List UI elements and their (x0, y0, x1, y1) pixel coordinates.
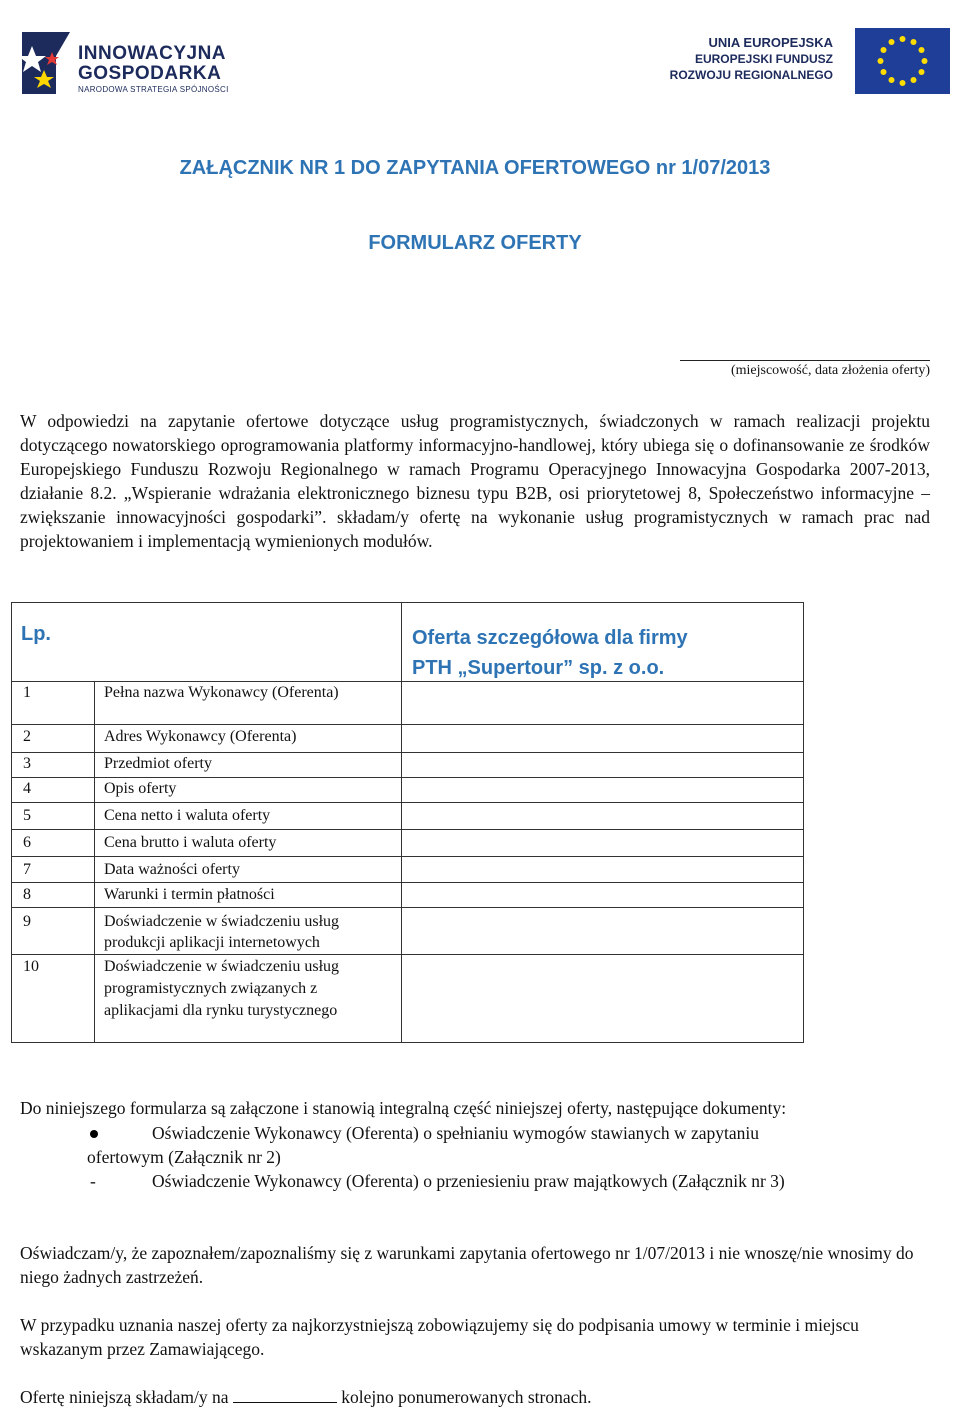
attachments-intro: Do niniejszego formularza są załączone i stanowią integralną część niniejszej oferty, następujące dokumenty: (20, 1098, 787, 1118)
row-10-label-line3: aplikacjami dla rynku turystycznego (104, 1002, 338, 1019)
attachment-1-line2: ofertowym (Załącznik nr 2) (87, 1147, 281, 1167)
row-1-num: 1 (23, 684, 31, 701)
intro-paragraph: W odpowiedzi na zapytanie ofertowe dotyczące usług programistycznych, świadczonych w ramach realizacji projektu dotyczącego nowatorskiego oprogramowania platformy informacyjno-handlowej, który ubiega się o dofinansowanie ze środków Europejskiego Funduszu Rozwoju Regionalnego w ramach Programu Operacyjnego Innowacyjna Gospodarka 2007-2013, działanie 8.2. „Wspieranie wdrażania elektronicznego biznesu typu B2B, osi priorytetowej 8, Społeczeństwo informacyjne – zwiększanie innowacyjności gospodarki”. składam/y ofertę na wykonanie usług programistycznych w ramach prac nad projektowaniem i implementacją wymienionych modułów. (20, 411, 930, 551)
row-10-label-line2: programistycznych związanych z (104, 980, 318, 997)
signature-line (680, 360, 930, 361)
statement-2: W przypadku uznania naszej oferty za najkorzystniejszą zobowiązujemy się do podpisania umowy w terminie i miejscu wskazanym przez Zamawiającego. (20, 1315, 859, 1359)
row-9-label-line2: produkcji aplikacji internetowych (104, 934, 320, 951)
ig-emblem-icon (18, 26, 80, 102)
row-9-num: 9 (23, 913, 31, 930)
row-1-label: Pełna nazwa Wykonawcy (Oferenta) (104, 684, 339, 701)
offer-table (11, 602, 804, 1043)
attachment-2: Oświadczenie Wykonawcy (Oferenta) o przeniesieniu praw majątkowych (Załącznik nr 3) (152, 1171, 785, 1191)
row-2-num: 2 (23, 728, 31, 745)
eu-flag-icon (855, 28, 950, 94)
row-3-label: Przedmiot oferty (104, 755, 212, 772)
row-6-label: Cena brutto i waluta oferty (104, 834, 277, 851)
attachment-1-line1: Oświadczenie Wykonawcy (Oferenta) o spełnianiu wymogów stawianych w zapytaniu (152, 1123, 760, 1143)
row-10-num: 10 (23, 958, 39, 975)
row-2-label: Adres Wykonawcy (Oferenta) (104, 728, 297, 745)
header-offer-line2: PTH „Supertour” sp. z o.o. (412, 657, 665, 679)
page-count-blank[interactable] (233, 1386, 337, 1403)
header-offer-line1: Oferta szczegółowa dla firmy (412, 627, 688, 649)
attachment-2-marker: - (90, 1171, 96, 1191)
logo-left-line2: GOSPODARKA (78, 63, 222, 84)
row-7-label: Data ważności oferty (104, 861, 240, 878)
statement-1: Oświadczam/y, że zapoznałem/zapoznaliśmy się z warunkami zapytania ofertowego nr 1/07/2013 i nie wnoszę/nie wnosimy do niego żadnych zastrzeżeń. (20, 1243, 914, 1287)
row-3-num: 3 (23, 755, 31, 772)
header-lp: Lp. (21, 623, 51, 645)
logo-left-line3: NARODOWA STRATEGIA SPÓJNOŚCI (78, 85, 229, 94)
row-6-num: 6 (23, 834, 31, 851)
row-4-num: 4 (23, 780, 31, 797)
row-8-label: Warunki i termin płatności (104, 886, 275, 903)
row-9-label-line1: Doświadczenie w świadczeniu usług (104, 913, 340, 930)
logo-right-line2: EUROPEJSKI FUNDUSZ (694, 52, 833, 66)
bullet-icon (90, 1130, 98, 1138)
document-subtitle: FORMULARZ OFERTY (368, 232, 582, 254)
closing-before: Ofertę niniejszą składam/y na (20, 1387, 229, 1407)
row-8-num: 8 (23, 886, 31, 903)
innowacyjna-gospodarka-logo (18, 26, 248, 102)
row-10-label-line1: Doświadczenie w świadczeniu usług (104, 958, 340, 975)
document-title: ZAŁĄCZNIK NR 1 DO ZAPYTANIA OFERTOWEGO nr 1/07/2013 (179, 157, 771, 179)
logo-left-line1: INNOWACYJNA (78, 43, 227, 64)
signature-caption: (miejscowość, data złożenia oferty) (730, 363, 930, 378)
closing-after: kolejno ponumerowanych stronach. (341, 1387, 592, 1407)
logo-right-line3: ROZWOJU REGIONALNEGO (669, 68, 833, 82)
row-7-num: 7 (23, 861, 31, 878)
row-5-num: 5 (23, 807, 31, 824)
closing-line (20, 1385, 592, 1409)
eu-logo (655, 25, 950, 97)
row-5-label: Cena netto i waluta oferty (104, 807, 271, 824)
row-4-label: Opis oferty (104, 780, 177, 797)
logo-right-line1: UNIA EUROPEJSKA (708, 35, 833, 50)
